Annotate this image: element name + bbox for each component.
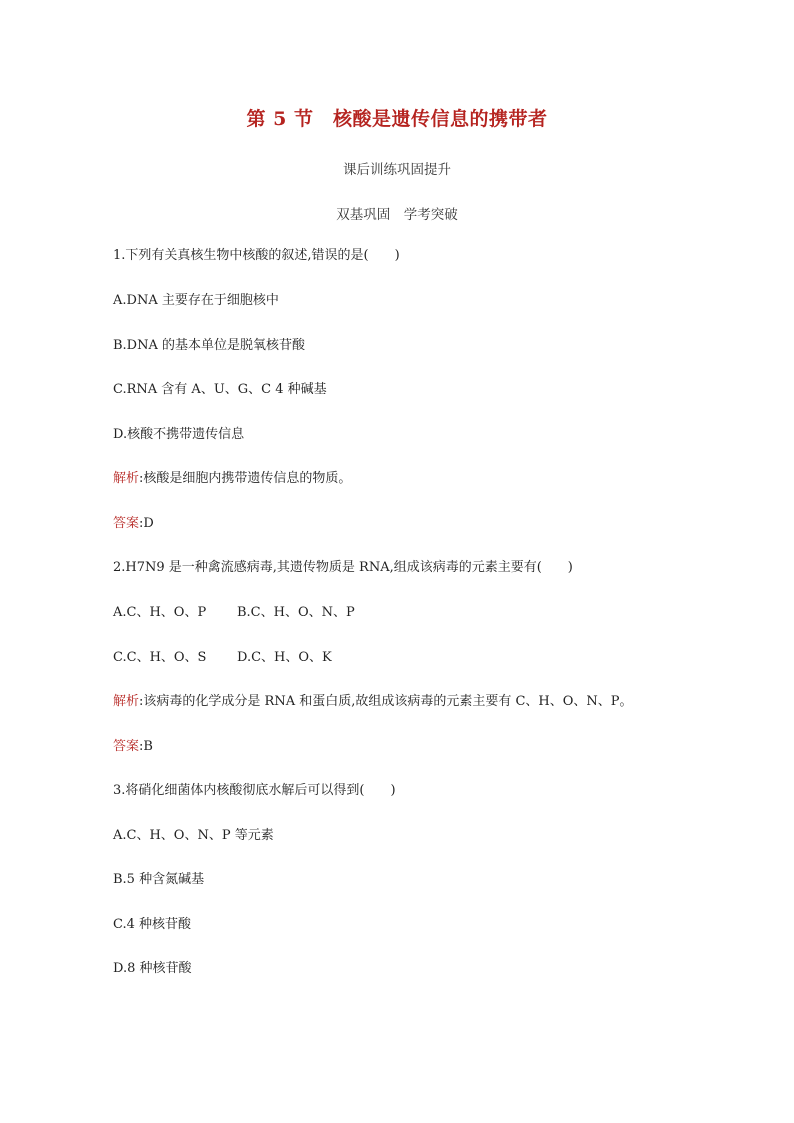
analysis-label: 解析 — [113, 694, 140, 709]
section-title: 第 5 节 核酸是遗传信息的携带者 — [246, 108, 548, 130]
question-2-option-d: D.C、H、O、K — [237, 650, 332, 665]
answer-label: 答案 — [113, 516, 140, 531]
question-2-option-b: B.C、H、O、N、P — [237, 605, 355, 620]
question-1-option-c: C.RNA 含有 A、U、G、C 4 种碱基 — [113, 382, 327, 397]
answer-text: :D — [139, 516, 154, 531]
question-1-option-a: A.DNA 主要存在于细胞核中 — [113, 293, 279, 308]
answer-text: :B — [139, 739, 153, 754]
answer-label: 答案 — [113, 739, 140, 754]
question-1-option-b: B.DNA 的基本单位是脱氧核苷酸 — [113, 338, 306, 353]
section-subheading: 双基巩固 学考突破 — [336, 207, 458, 223]
question-2-stem: 2.H7N9 是一种禽流感病毒,其遗传物质是 RNA,组成该病毒的元素主要有( ) — [113, 560, 573, 575]
question-1-option-d: D.核酸不携带遗传信息 — [113, 427, 245, 442]
question-2-analysis — [113, 693, 633, 711]
question-3-option-d: D.8 种核苷酸 — [113, 961, 192, 976]
question-3-option-b: B.5 种含氮碱基 — [113, 872, 205, 887]
analysis-text: :核酸是细胞内携带遗传信息的物质。 — [139, 471, 352, 486]
question-1-analysis — [113, 470, 351, 488]
question-1-stem: 1.下列有关真核生物中核酸的叙述,错误的是( ) — [113, 248, 400, 263]
analysis-text: :该病毒的化学成分是 RNA 和蛋白质,故组成该病毒的元素主要有 C、H、O、N、P。 — [139, 694, 633, 709]
question-3-stem: 3.将硝化细菌体内核酸彻底水解后可以得到( ) — [113, 783, 396, 798]
question-3-option-a: A.C、H、O、N、P 等元素 — [113, 828, 274, 843]
question-1-answer — [113, 515, 154, 533]
analysis-label: 解析 — [113, 471, 140, 486]
question-3-option-c: C.4 种核苷酸 — [113, 917, 192, 932]
question-2-option-c: C.C、H、O、S — [113, 650, 207, 665]
question-2-answer — [113, 738, 153, 756]
section-subtitle: 课后训练巩固提升 — [343, 162, 451, 178]
question-2-option-a: A.C、H、O、P — [113, 605, 207, 620]
